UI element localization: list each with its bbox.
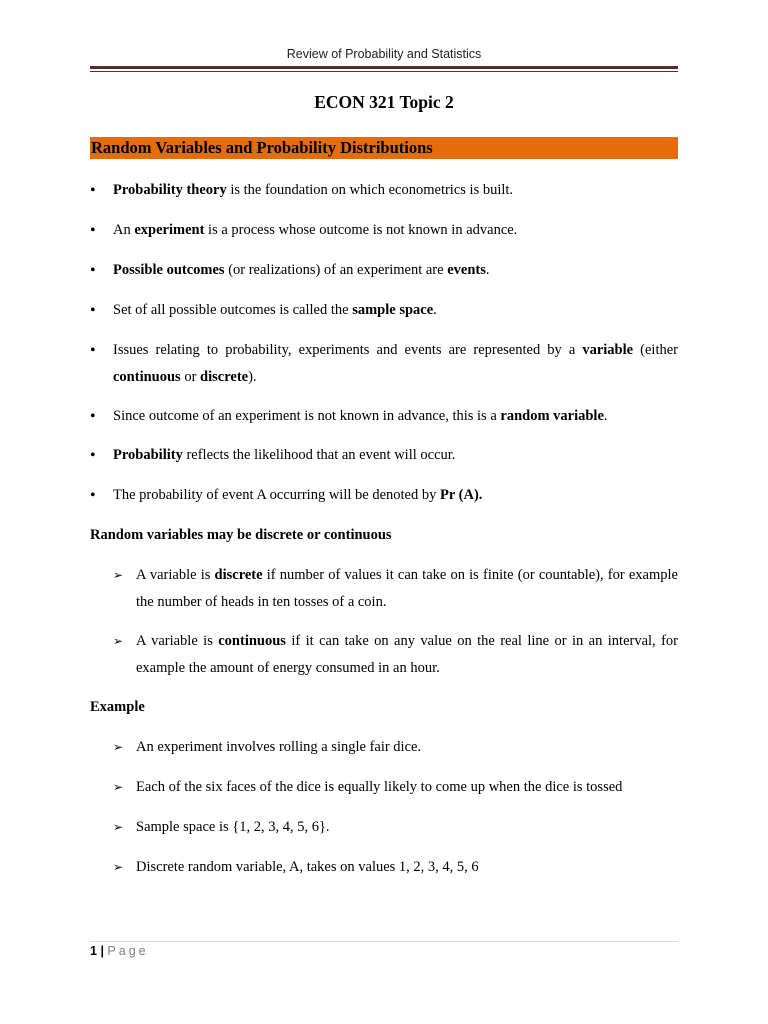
bullet-marker: • bbox=[90, 262, 96, 279]
page-number: 1 bbox=[90, 944, 97, 958]
example-item-4: Discrete random variable, A, takes on values 1, 2, 3, 4, 5, 6 bbox=[136, 859, 479, 875]
arrow-bullet-icon: ➢ bbox=[113, 568, 124, 582]
bullet-item-4: Set of all possible outcomes is called the sample space. bbox=[113, 302, 437, 318]
bullet-item-3: Possible outcomes (or realizations) of an experiment are events. bbox=[113, 262, 490, 278]
bullet-item-8: The probability of event A occurring will be denoted by Pr (A). bbox=[113, 487, 483, 503]
page-label: Page bbox=[107, 944, 149, 958]
example-heading: Example bbox=[90, 699, 145, 715]
arrow-bullet-icon: ➢ bbox=[113, 820, 124, 834]
arrow-bullet-icon: ➢ bbox=[113, 634, 124, 648]
running-header: Review of Probability and Statistics bbox=[286, 47, 482, 61]
example-item-1: An experiment involves rolling a single fair dice. bbox=[136, 739, 422, 755]
bullet-marker: • bbox=[90, 447, 96, 464]
arrow-bullet-icon: ➢ bbox=[113, 740, 124, 754]
footer-separator: | bbox=[100, 944, 104, 958]
bullet-item-5: Issues relating to probability, experiments and events are represented by a variable (either continuous or discrete). bbox=[113, 342, 678, 385]
bullet-item-1: Probability theory is the foundation on which econometrics is built. bbox=[113, 182, 514, 198]
rv-item-discrete: A variable is discrete if number of values it can take on is finite (or countable), for example the number of heads in ten tosses of a coin. bbox=[136, 567, 678, 610]
bullet-item-7: Probability reflects the likelihood that an event will occur. bbox=[113, 447, 456, 463]
footer-rule bbox=[90, 941, 678, 942]
bullet-marker: • bbox=[90, 342, 96, 359]
page-footer bbox=[90, 942, 149, 960]
bullet-item-6: Since outcome of an experiment is not known in advance, this is a random variable. bbox=[113, 408, 608, 424]
bullet-marker: • bbox=[90, 222, 96, 239]
arrow-bullet-icon: ➢ bbox=[113, 860, 124, 874]
rv-item-continuous: A variable is continuous if it can take on any value on the real line or in an interval, for example the amount of energy consumed in an hour. bbox=[136, 633, 678, 676]
bullet-item-2: An experiment is a process whose outcome is not known in advance. bbox=[113, 222, 518, 238]
header-rule-thin bbox=[90, 71, 678, 72]
bullet-marker: • bbox=[90, 487, 96, 504]
bullet-marker: • bbox=[90, 302, 96, 319]
arrow-bullet-icon: ➢ bbox=[113, 780, 124, 794]
header-rule-thick bbox=[90, 66, 678, 69]
document-title: ECON 321 Topic 2 bbox=[314, 92, 454, 112]
section-title: Random Variables and Probability Distributions bbox=[90, 137, 678, 159]
example-item-2: Each of the six faces of the dice is equally likely to come up when the dice is tossed bbox=[136, 779, 623, 795]
bullet-marker: • bbox=[90, 182, 96, 199]
bullet-marker: • bbox=[90, 408, 96, 425]
example-item-3: Sample space is {1, 2, 3, 4, 5, 6}. bbox=[136, 819, 330, 835]
rv-heading: Random variables may be discrete or continuous bbox=[90, 527, 392, 543]
